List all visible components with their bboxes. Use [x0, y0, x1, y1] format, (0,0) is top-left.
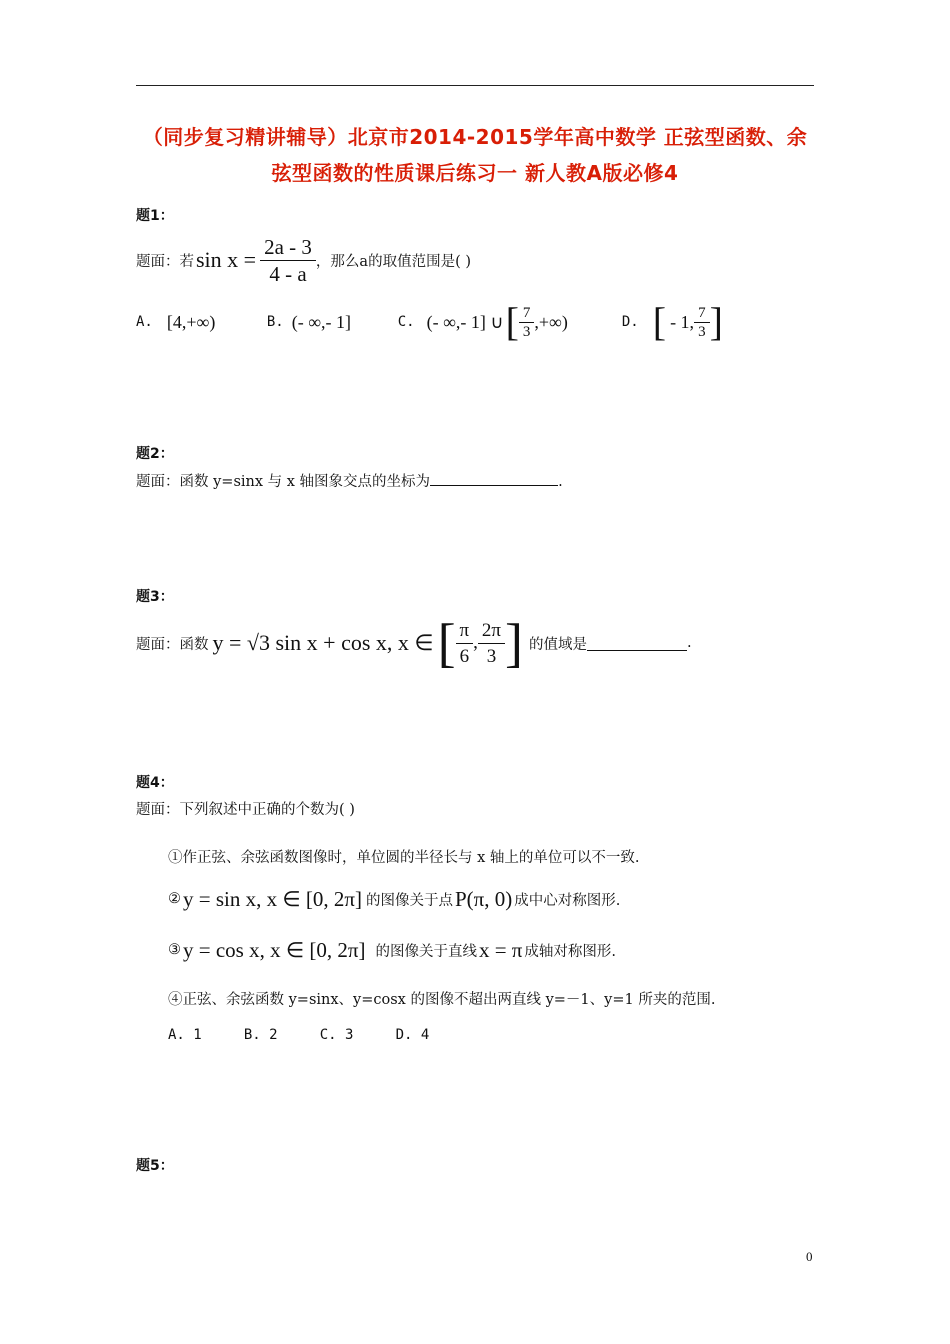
q1-prefix: 题面：若: [136, 253, 194, 270]
q3-f1-den: 6: [459, 645, 470, 667]
q3-answer-blank: [587, 636, 687, 651]
question-1-heading: 题1：: [136, 208, 174, 224]
q1-option-d-label: D.: [621, 314, 639, 330]
document-title-line-1: （同步复习精讲辅导）北京市2014-2015学年高中数学 正弦型函数、余: [142, 125, 808, 149]
document-title-line-2: 弦型函数的性质课后练习一 新人教A版必修4: [271, 161, 679, 185]
q1-option-d-bracket-open: [: [652, 299, 667, 344]
q4-statement-4: ④正弦、余弦函数 y=sinx、y=cosx 的图像不超出两直线 y=－1、y=1 所夹的范围.: [168, 992, 716, 1008]
question-2-heading: 题2：: [136, 446, 174, 462]
q3-f1-num: π: [456, 618, 474, 644]
q1-option-a-value: [4,+∞): [166, 311, 216, 332]
question-4-stem: 题面：下列叙述中正确的个数为( ): [136, 802, 355, 818]
question-5-heading: 题5：: [136, 1158, 174, 1174]
q4-s2-point: P(π, 0): [454, 886, 513, 911]
page-number: 0: [806, 1249, 813, 1264]
q4-s3-end: 成轴对称图形.: [524, 943, 617, 960]
q1-option-d-den: 3: [698, 323, 706, 340]
q1-option-c-num: 7: [519, 304, 535, 323]
q3-bracket-close: ]: [504, 613, 523, 673]
q1-option-a-label: A.: [136, 314, 153, 330]
q4-statement-3: [168, 935, 616, 965]
q2-text: 题面：函数 y=sinx 与 x 轴图象交点的坐标为: [136, 474, 431, 490]
q2-end: .: [558, 474, 563, 490]
q3-expression: y = √3 sin x + cos x, x ∈: [212, 630, 434, 655]
q1-option-d-bracket-close: ]: [709, 299, 723, 344]
q4-s3-mid: 的图像关于直线: [375, 943, 477, 960]
q1-option-b-label: B.: [266, 314, 284, 330]
q3-comma: ,: [473, 632, 478, 653]
q3-fraction-1: [456, 618, 474, 669]
q1-options: [136, 300, 723, 344]
q4-options: A. 1 B. 2 C. 3 D. 4: [168, 1027, 430, 1043]
q3-bracket-open: [: [437, 613, 456, 673]
q1-lhs: sin x =: [196, 247, 257, 272]
q4-s2-prefix: ②: [168, 891, 181, 907]
question-4-heading: 题4：: [136, 775, 174, 791]
q3-fraction-2: [478, 618, 505, 669]
q1-option-b-value: (- ∞,- 1]: [291, 311, 352, 332]
q1-suffix: ，那么a的取值范围是( ): [315, 253, 471, 270]
q4-s3-prefix: ③: [168, 942, 181, 958]
question-1-stem: [136, 232, 471, 288]
q3-f2-num: 2π: [478, 618, 505, 644]
q4-s2-math: y = sin x, x ∈ [0, 2π]: [183, 886, 362, 911]
q1-option-c-bracket-open: [: [505, 299, 519, 344]
q1-option-c-den: 3: [522, 323, 531, 340]
header-rule: [136, 85, 814, 86]
q4-s3-math: y = cos x, x ∈ [0, 2π]: [183, 937, 366, 962]
q1-numerator: 2a - 3: [260, 234, 316, 261]
q3-suffix: 的值域是: [528, 636, 587, 653]
q4-s2-end: 成中心对称图形.: [514, 892, 621, 909]
question-3-heading: 题3：: [136, 589, 174, 605]
q3-prefix: 题面：函数: [136, 636, 209, 653]
q3-end: .: [686, 635, 692, 651]
question-3-stem: [136, 614, 692, 672]
question-2-stem: [136, 470, 563, 491]
q1-denominator: 4 - a: [269, 261, 307, 286]
q4-statement-2: [168, 884, 620, 914]
q2-answer-blank: [430, 471, 558, 486]
q1-option-c-fraction: [519, 304, 535, 341]
q3-f2-den: 3: [486, 645, 497, 667]
q1-option-c-right: ,+∞): [534, 311, 568, 332]
q1-option-d-num: 7: [694, 304, 710, 323]
q1-option-d-left: - 1,: [670, 311, 695, 332]
q1-option-c-left: (- ∞,- 1] ∪: [426, 311, 504, 332]
q4-statement-1: ①作正弦、余弦函数图像时，单位圆的半径长与 x 轴上的单位可以不一致.: [168, 850, 640, 866]
q1-option-d-fraction: [694, 304, 710, 341]
q4-s3-line: x = π: [478, 937, 523, 962]
q1-fraction: [260, 234, 316, 287]
q4-s2-mid: 的图像关于点: [365, 892, 453, 909]
q1-option-c-label: C.: [397, 314, 415, 330]
